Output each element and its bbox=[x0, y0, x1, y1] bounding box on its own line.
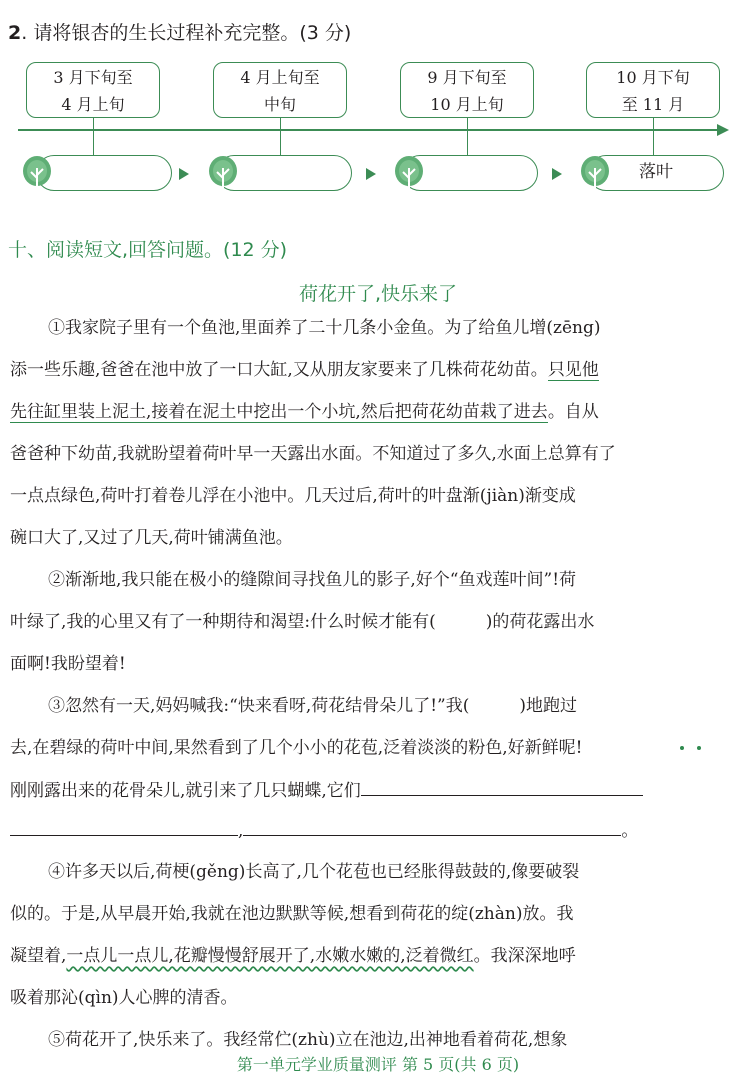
timeline-axis bbox=[18, 129, 722, 131]
passage-line: 碗口大了,又过了几天,荷叶铺满鱼池。 bbox=[10, 528, 293, 548]
passage-line: ⑤荷花开了,快乐来了。我经常伫(zhù)立在池边,出神地看着荷花,想象 bbox=[48, 1030, 568, 1050]
stage-answer-box-4: 落叶 bbox=[588, 155, 724, 191]
arrow-right-icon bbox=[552, 168, 562, 180]
timeline-box-1: 3 月下旬至 4 月上旬 bbox=[26, 62, 160, 118]
passage-line: 去,在碧绿的荷叶中间,果然看到了几个小小的花苞,泛着淡淡的粉色,好新鲜呢! bbox=[10, 738, 583, 758]
passage-line: , 。 bbox=[10, 815, 638, 845]
emphasis-dot bbox=[680, 746, 684, 750]
passage-line: ②渐渐地,我只能在极小的缝隙间寻找鱼儿的影子,好个“鱼戏莲叶间”!荷 bbox=[48, 570, 577, 590]
passage-line: 吸着那沁(qìn)人心脾的清香。 bbox=[10, 988, 238, 1008]
passage-line: 刚刚露出来的花骨朵儿,就引来了几只蝴蝶,它们 bbox=[10, 775, 643, 805]
connector-line bbox=[467, 118, 468, 156]
answer-blank[interactable] bbox=[10, 815, 238, 836]
answer-blank[interactable] bbox=[361, 775, 643, 796]
ginkgo-tree-icon bbox=[580, 154, 610, 194]
passage-line: 凝望着,一点儿一点儿,花瓣慢慢舒展开了,水嫩水嫩的,泛着微红。我深深地呼 bbox=[10, 946, 576, 966]
passage-line: 一点点绿色,荷叶打着卷儿浮在小池中。几天过后,荷叶的叶盘渐(jiàn)渐变成 bbox=[10, 486, 576, 506]
timeline-box-3: 9 月下旬至 10 月上旬 bbox=[400, 62, 534, 118]
passage-line: ④许多天以后,荷梗(gěng)长高了,几个花苞也已经胀得鼓鼓的,像要破裂 bbox=[48, 862, 580, 882]
arrow-right-icon bbox=[366, 168, 376, 180]
answer-blank[interactable] bbox=[243, 815, 621, 836]
connector-line bbox=[280, 118, 281, 156]
passage-line: ③忽然有一天,妈妈喊我:“快来看呀,荷花结骨朵儿了!”我( )地跑过 bbox=[48, 696, 578, 716]
passage-line: ①我家院子里有一个鱼池,里面养了二十几条小金鱼。为了给鱼儿增(zēng) bbox=[48, 318, 601, 338]
arrow-right-icon bbox=[717, 124, 729, 136]
timeline-box-4: 10 月下旬 至 11 月 bbox=[586, 62, 720, 118]
arrow-right-icon bbox=[179, 168, 189, 180]
ginkgo-tree-icon bbox=[208, 154, 238, 194]
ginkgo-tree-icon bbox=[22, 154, 52, 194]
emphasis-dot bbox=[697, 746, 701, 750]
ginkgo-tree-icon bbox=[394, 154, 424, 194]
page-footer: 第一单元学业质量测评 第 5 页(共 6 页) bbox=[236, 1055, 520, 1074]
passage-line: 似的。于是,从早晨开始,我就在池边默默等候,想看到荷花的绽(zhàn)放。我 bbox=[10, 904, 574, 924]
question-2-title: 2. 请将银杏的生长过程补充完整。(3 分) bbox=[8, 22, 352, 44]
passage-line: 爸爸种下幼苗,我就盼望着荷叶早一天露出水面。不知道过了多久,水面上总算有了 bbox=[10, 444, 616, 464]
passage-line: 叶绿了,我的心里又有了一种期待和渴望:什么时候才能有( )的荷花露出水 bbox=[10, 612, 595, 632]
timeline-box-2: 4 月上旬至 中旬 bbox=[213, 62, 347, 118]
passage-line: 面啊!我盼望着! bbox=[10, 654, 126, 674]
stage-answer-box-1[interactable] bbox=[36, 155, 172, 191]
section-10-title: 十、阅读短文,回答问题。(12 分) bbox=[8, 239, 288, 261]
passage-title: 荷花开了,快乐来了 bbox=[298, 283, 458, 305]
connector-line bbox=[93, 118, 94, 156]
passage-line: 添一些乐趣,爸爸在池中放了一口大缸,又从朋友家要来了几株荷花幼苗。只见他 bbox=[10, 360, 599, 380]
connector-line bbox=[653, 118, 654, 156]
passage-line: 先往缸里装上泥土,接着在泥土中挖出一个小坑,然后把荷花幼苗栽了进去。自从 bbox=[10, 402, 599, 422]
